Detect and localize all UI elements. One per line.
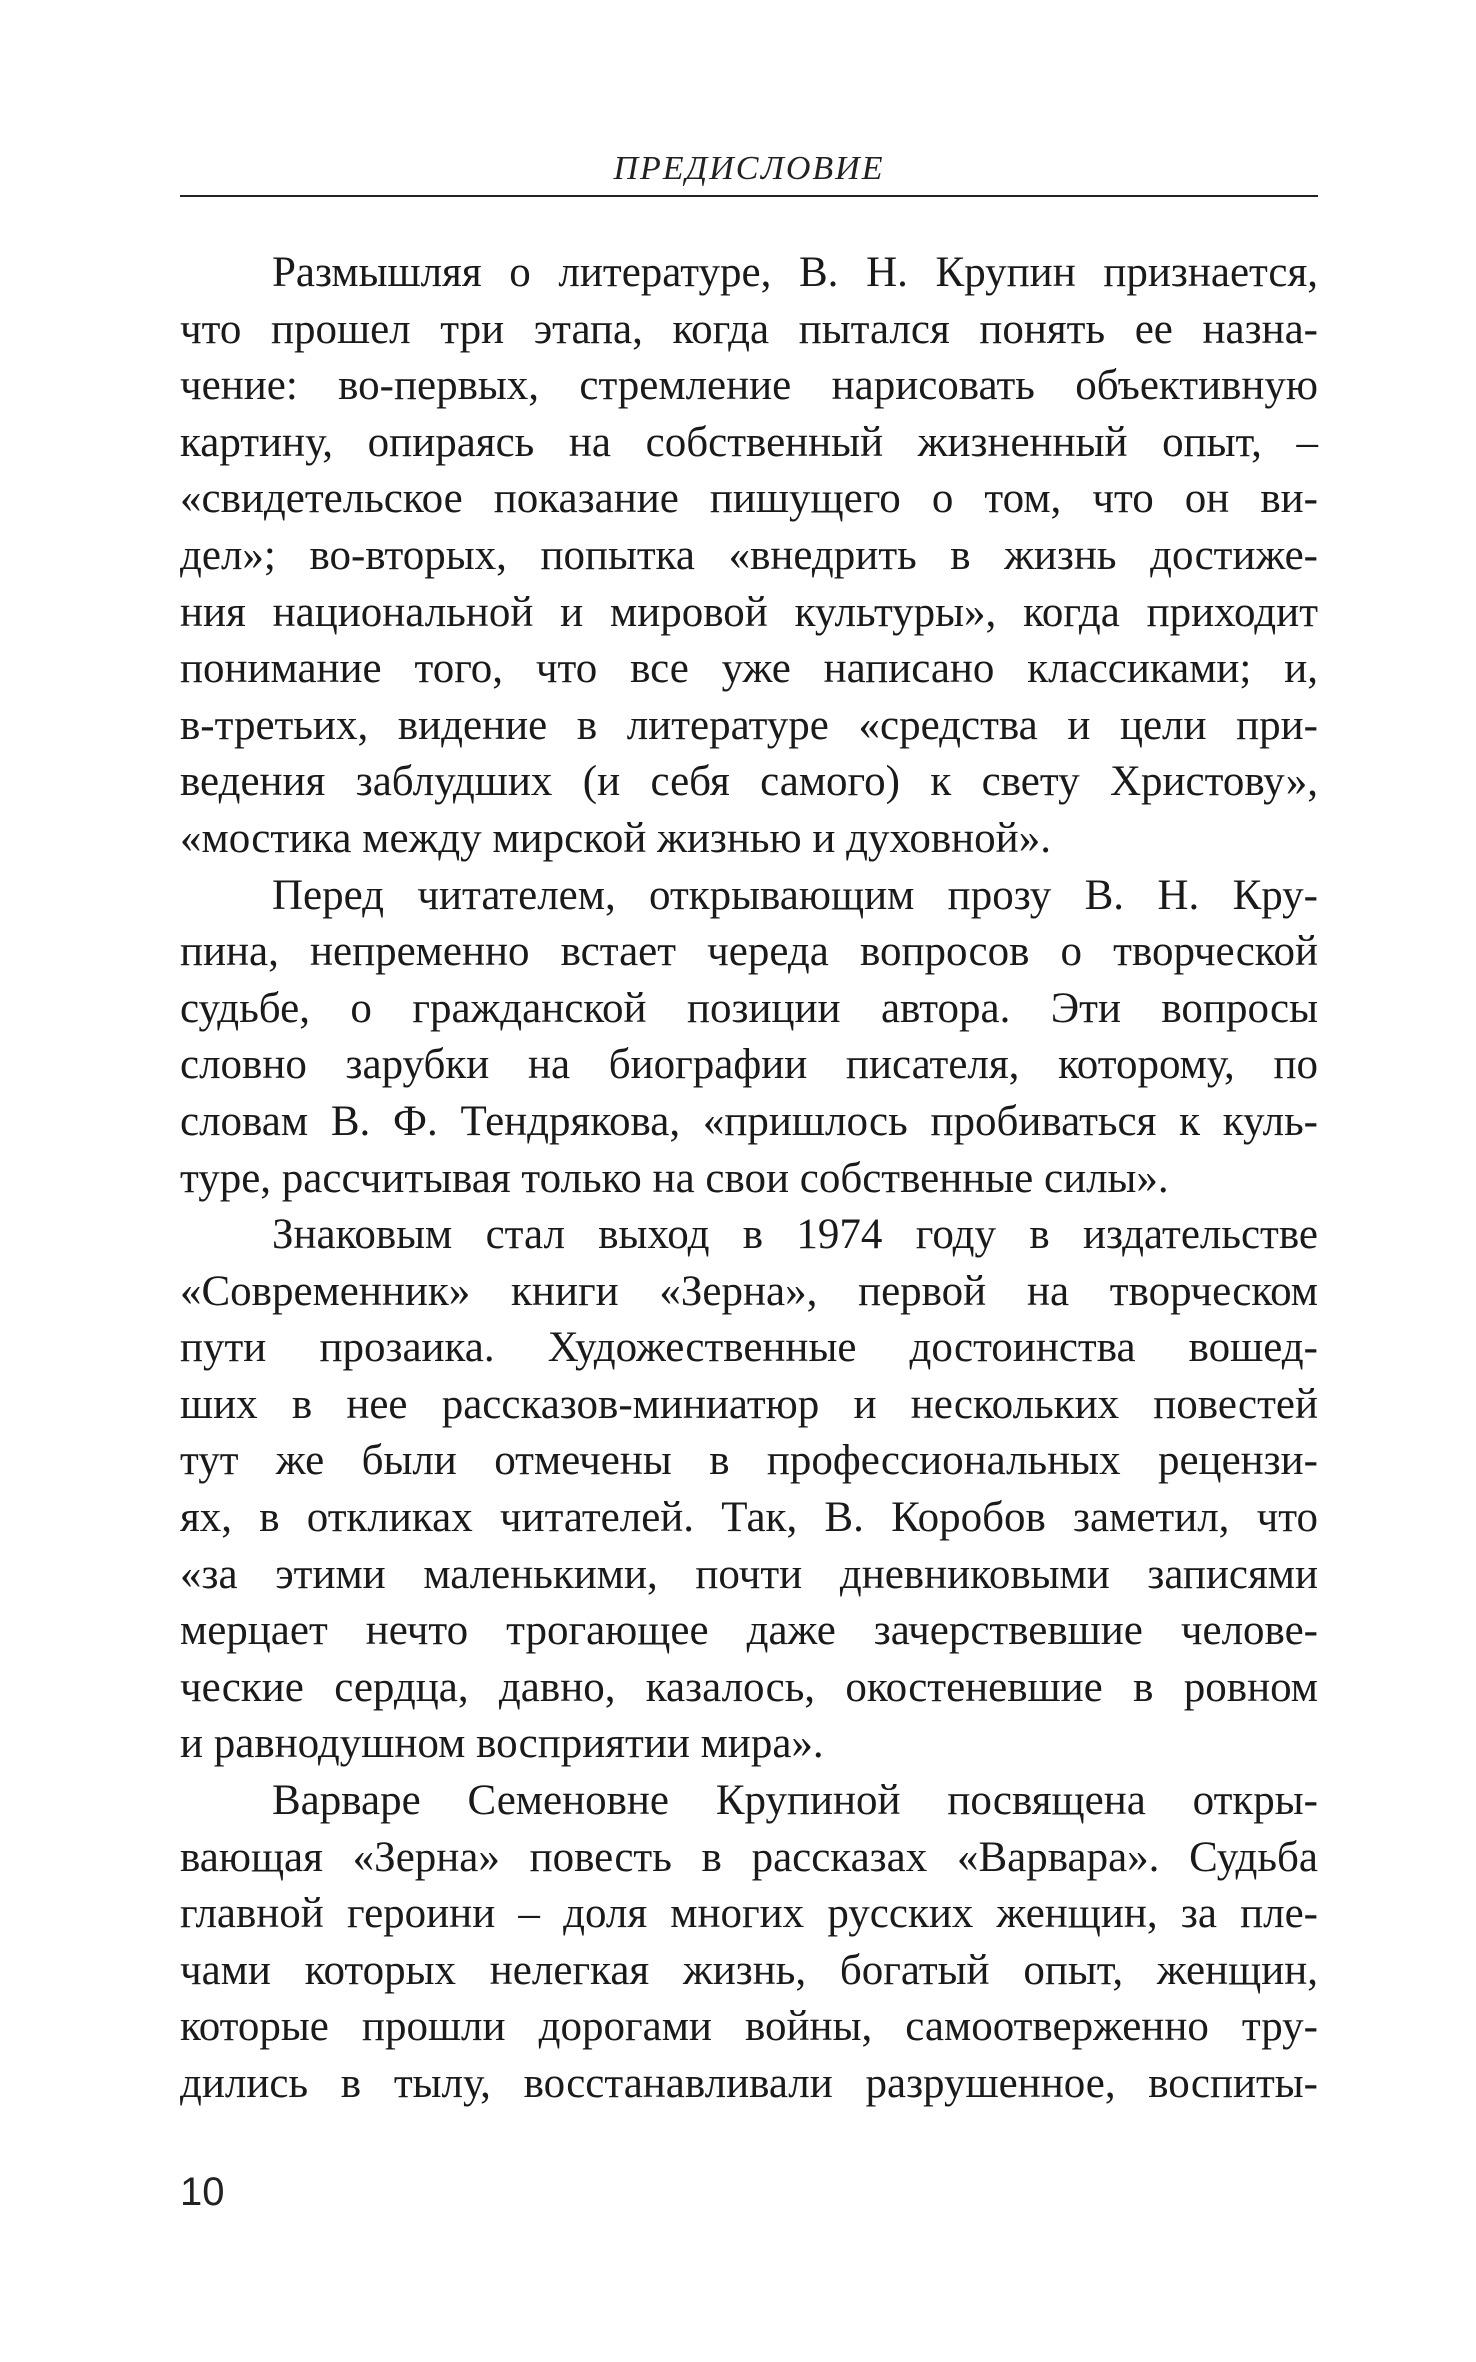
paragraph-line: что прошел три этапа, когда пытался понять ее назна- — [180, 305, 1318, 353]
paragraph-line: словно зарубки на биографии писателя, которому, по — [180, 1041, 1318, 1089]
paragraph-line: ческие сердца, давно, казалось, окостеневшие в ровном — [180, 1663, 1318, 1711]
paragraph-line: «Современник» книги «Зерна», первой на творческом — [180, 1267, 1318, 1315]
paragraph-line: вающая «Зерна» повесть в рассказах «Варвара». Судьба — [180, 1833, 1318, 1881]
header-rule — [180, 195, 1318, 197]
paragraph-line: ведения заблудших (и себя самого) к свету Христову», — [180, 758, 1318, 806]
paragraph-line: главной героини – доля многих русских женщин, за пле- — [180, 1890, 1318, 1938]
paragraph-line: пина, непременно встает череда вопросов о творческой — [180, 928, 1318, 976]
paragraph-line: Перед читателем, открывающим прозу В. Н. Кру- — [272, 871, 1318, 919]
paragraph-line: судьбе, о гражданской позиции автора. Эти вопросы — [180, 984, 1318, 1032]
paragraph-line: в-третьих, видение в литературе «средства и цели при- — [180, 701, 1318, 749]
paragraph-line: ния национальной и мировой культуры», когда приходит — [180, 588, 1318, 636]
paragraph-line: которые прошли дорогами войны, самоотверженно тру- — [180, 2003, 1318, 2051]
paragraph-line: «мостика между мирской жизнью и духовной». — [180, 814, 1051, 862]
paragraph-line: чами которых нелегкая жизнь, богатый опыт, женщин, — [180, 1946, 1318, 1994]
paragraph-line: туре, рассчитывая только на свои собственные силы». — [180, 1154, 1169, 1202]
running-head-title: ПРЕДИСЛОВИЕ — [613, 150, 885, 187]
paragraph-line: ях, в откликах читателей. Так, В. Коробов заметил, что — [180, 1494, 1318, 1542]
paragraph-line: чение: во-первых, стремление нарисовать объективную — [180, 362, 1318, 410]
page-number: 10 — [180, 2170, 225, 2214]
paragraph-line: Варваре Семеновне Крупиной посвящена откры- — [272, 1777, 1318, 1825]
paragraph-line: Размышляя о литературе, В. Н. Крупин признается, — [272, 249, 1318, 296]
paragraph-line: мерцает нечто трогающее даже зачерствевшие челове- — [180, 1607, 1318, 1655]
paragraph-line: понимание того, что все уже написано классиками; и, — [180, 645, 1318, 693]
paragraph-line: «за этими маленькими, почти дневниковыми записями — [180, 1550, 1318, 1598]
paragraph-line: Знаковым стал выход в 1974 году в издательстве — [272, 1211, 1318, 1259]
paragraph-line: дел»; во-вторых, попытка «внедрить в жизнь достиже- — [180, 531, 1318, 579]
paragraph-line: пути прозаика. Художественные достоинства вошед- — [180, 1324, 1318, 1372]
paragraph-line: дились в тылу, восстанавливали разрушенное, воспиты- — [180, 2060, 1318, 2107]
body-text — [180, 245, 1318, 2113]
paragraph-line: словам В. Ф. Тендрякова, «пришлось пробиваться к куль- — [180, 1097, 1318, 1145]
paragraph-line: ших в нее рассказов-миниатюр и нескольких повестей — [180, 1380, 1318, 1428]
paragraph-line: и равнодушном восприятии мира». — [180, 1720, 824, 1768]
paragraph-line: картину, опираясь на собственный жизненный опыт, – — [180, 418, 1318, 466]
paragraph-line: «свидетельское показание пишущего о том, что он ви- — [180, 475, 1318, 523]
paragraph-line: тут же были отмечены в профессиональных рецензи- — [180, 1437, 1318, 1485]
